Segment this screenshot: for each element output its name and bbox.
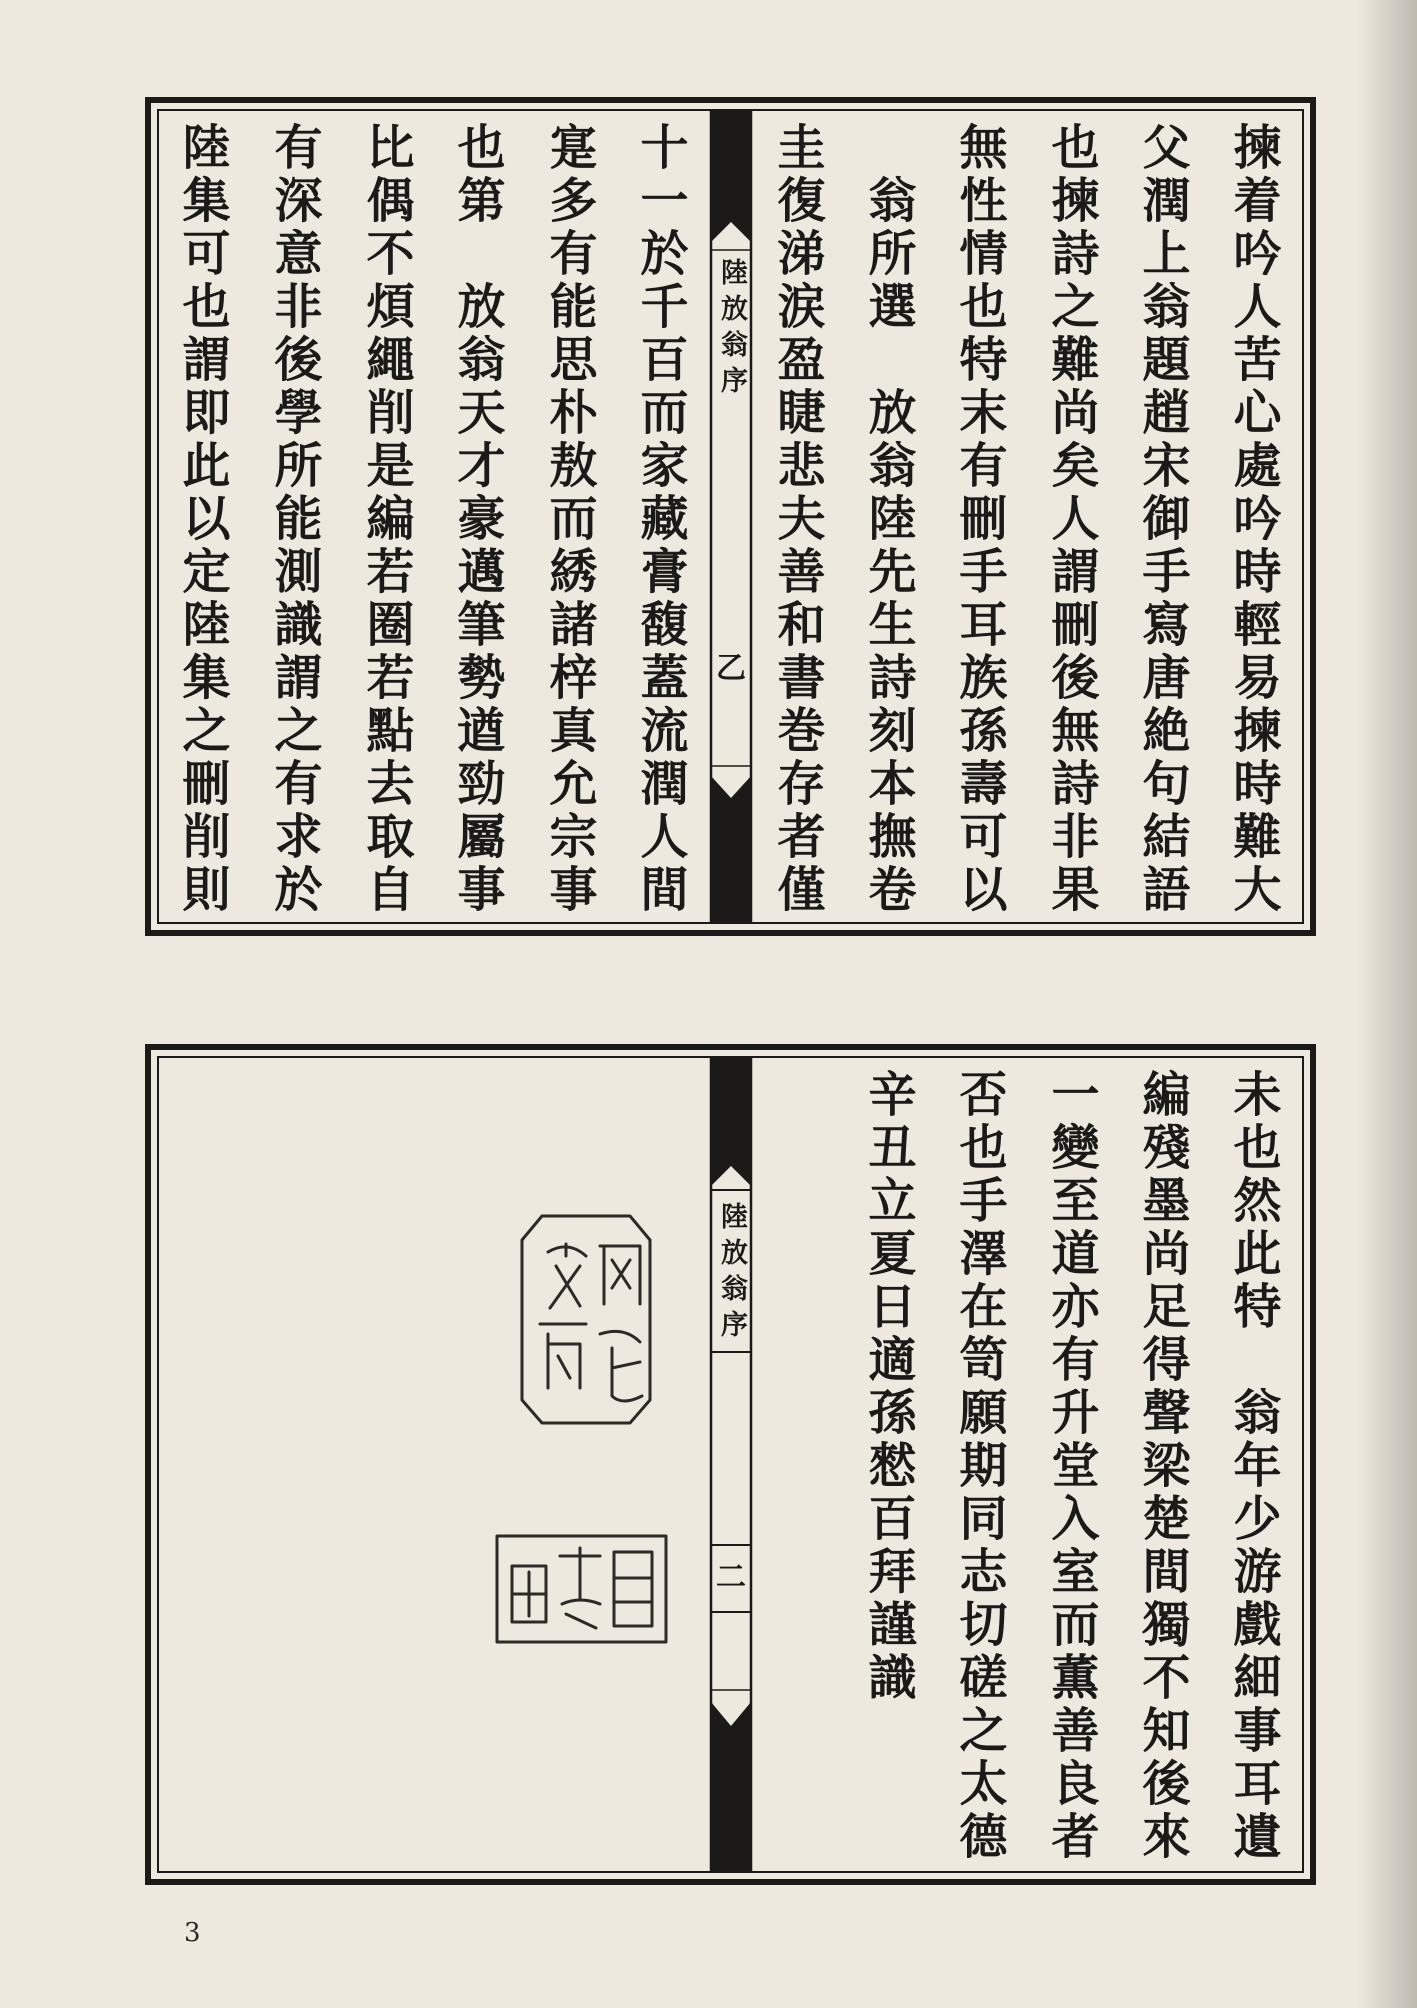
text-column: 十一於千百而家藏膏馥蓋流潤人間 [632, 122, 688, 917]
top-fold-leaf-number: 乙 [716, 651, 746, 686]
seal-oval-glyph-2 [600, 1246, 640, 1304]
seal-oval-glyph-1 [548, 1244, 586, 1308]
text-column: 否也手澤在笥願期同志切磋之太德 [951, 1069, 1007, 1864]
text-column: 圭復涕涙盈睫悲夫善和書巻存者僅 [769, 122, 825, 917]
text-column: 父潤上翁題趙宋御手寫唐絶句結語 [1134, 122, 1190, 917]
top-fold-title: 陸放翁序 [716, 258, 747, 402]
text-column: 一變至道亦有升堂入室而薫善良者 [1043, 1069, 1099, 1864]
top-fold-ornaments [711, 110, 751, 923]
text-column: 也揀詩之難尚矣人謂刪後無詩非果 [1043, 122, 1099, 917]
text-column: 揀着吟人苦心處吟時輕易揀時難大 [1225, 122, 1281, 917]
seal-square-glyph-3 [614, 1552, 652, 1626]
top-fold-fish-tail-lower [711, 776, 751, 923]
seal-oval-glyph-3 [540, 1324, 586, 1388]
text-column: 寔多有能思朴敖而綉諸梓真允宗事 [541, 122, 597, 917]
seal-square-glyph-2 [560, 1548, 600, 1628]
text-column: 有深意非後學所能測識謂之有求於 [266, 122, 322, 917]
collector-seal-square [497, 1536, 666, 1642]
text-column: 無性情也特末有刪手耳族孫壽可以 [951, 122, 1007, 917]
bottom-fold-fish-tail-upper [711, 1150, 751, 1186]
bottom-fold-fish-tail-lower [711, 1702, 751, 1872]
page-number: 3 [184, 1918, 201, 1948]
collector-seal-oval [522, 1216, 650, 1423]
seal-oval-glyph-4 [600, 1331, 642, 1401]
top-fold-black-band-upper [711, 110, 751, 202]
text-column: 比偶不煩繩削是編若圈若點去取自 [358, 122, 414, 917]
text-column: 陸集可也謂即此以定陸集之刪削則 [174, 122, 230, 917]
text-column: 也第 放翁天才豪邁筆勢遒勁屬事 [449, 122, 505, 917]
text-column: 翁所選 放翁陸先生詩刻本撫卷 [860, 122, 916, 917]
bottom-fold-ornaments [711, 1057, 751, 1872]
text-column: 編殘墨尚足得聲梁楚間獨不知後來 [1134, 1069, 1190, 1864]
seal-square-glyph-1 [512, 1566, 546, 1622]
bottom-fold-title: 陸放翁序 [716, 1202, 747, 1346]
bottom-fold-leaf-number: 二 [716, 1560, 746, 1595]
text-column: 未也然此特 翁年少游戲細事耳遺 [1225, 1069, 1281, 1864]
text-column: 辛丑立夏日適孫憖百拜謹識 [860, 1069, 916, 1705]
bottom-fold-black-band-upper [711, 1057, 751, 1152]
top-fold-fish-tail-upper [711, 200, 751, 242]
